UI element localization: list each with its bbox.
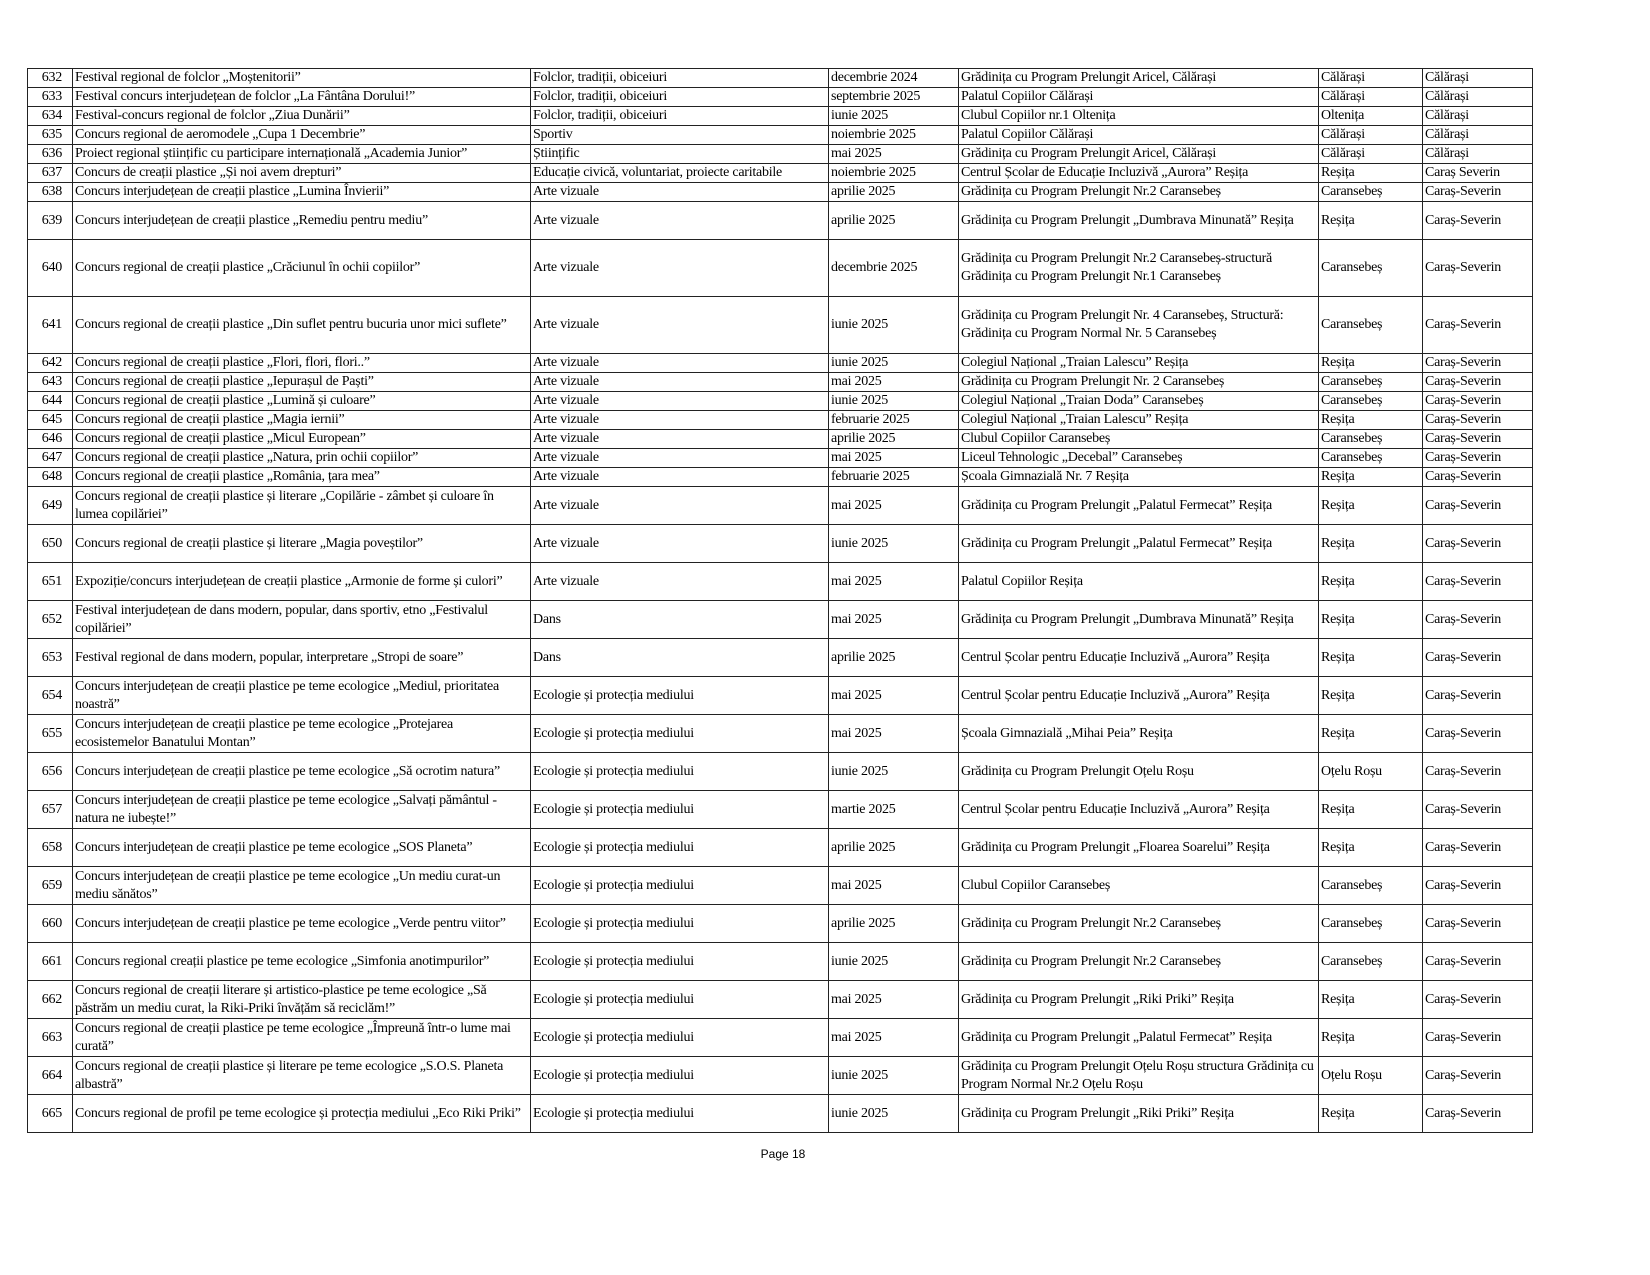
row-number-cell: 650 xyxy=(28,525,73,563)
activity-category-cell: Dans xyxy=(531,601,829,639)
activity-date-cell: iunie 2025 xyxy=(829,392,959,411)
table-row xyxy=(28,126,1533,145)
page-number: Page 18 xyxy=(760,1147,806,1161)
table-row xyxy=(28,468,1533,487)
table-row xyxy=(28,943,1533,981)
locality-cell: Reșița xyxy=(1319,791,1423,829)
row-number-cell: 634 xyxy=(28,107,73,126)
activity-category-cell: Ecologie și protecția mediului xyxy=(531,829,829,867)
county-cell: Caraș-Severin xyxy=(1423,411,1533,430)
organizing-institution-cell: Grădinița cu Program Prelungit „Riki Priki” Reșița xyxy=(959,981,1319,1019)
activity-date-cell: iunie 2025 xyxy=(829,943,959,981)
organizing-institution-cell: Grădinița cu Program Prelungit Nr.2 Caransebeș-structură Grădinița cu Program Prelungit Nr.1 Caransebeș xyxy=(959,240,1319,297)
row-number-cell: 632 xyxy=(28,69,73,88)
organizing-institution-cell: Grădinița cu Program Prelungit „Palatul Fermecat” Reșița xyxy=(959,1019,1319,1057)
table-body xyxy=(28,69,1533,1133)
county-cell: Caraș-Severin xyxy=(1423,981,1533,1019)
activity-category-cell: Arte vizuale xyxy=(531,449,829,468)
activity-title-cell: Concurs interjudețean de creații plastice „Remediu pentru mediu” xyxy=(73,202,531,240)
locality-cell: Reșița xyxy=(1319,354,1423,373)
organizing-institution-cell: Școala Gimnazială „Mihai Peia” Reșița xyxy=(959,715,1319,753)
county-cell: Caraș-Severin xyxy=(1423,639,1533,677)
activity-title-cell: Concurs regional de creații plastice „Natura, prin ochii copiilor” xyxy=(73,449,531,468)
table-row xyxy=(28,430,1533,449)
activity-category-cell: Arte vizuale xyxy=(531,354,829,373)
organizing-institution-cell: Clubul Copiilor Caransebeș xyxy=(959,430,1319,449)
activity-date-cell: mai 2025 xyxy=(829,1019,959,1057)
activity-date-cell: aprilie 2025 xyxy=(829,430,959,449)
locality-cell: Reșița xyxy=(1319,468,1423,487)
activity-title-cell: Concurs regional de creații plastice și literare pe teme ecologice „S.O.S. Planeta albastră” xyxy=(73,1057,531,1095)
table-row xyxy=(28,981,1533,1019)
organizing-institution-cell: Grădinița cu Program Prelungit Nr.2 Caransebeș xyxy=(959,183,1319,202)
locality-cell: Caransebeș xyxy=(1319,240,1423,297)
activity-date-cell: mai 2025 xyxy=(829,373,959,392)
activity-title-cell: Concurs interjudețean de creații plastice pe teme ecologice „Verde pentru viitor” xyxy=(73,905,531,943)
activity-date-cell: iunie 2025 xyxy=(829,354,959,373)
county-cell: Călărași xyxy=(1423,69,1533,88)
row-number-cell: 653 xyxy=(28,639,73,677)
county-cell: Caraș-Severin xyxy=(1423,1057,1533,1095)
locality-cell: Caransebeș xyxy=(1319,392,1423,411)
table-row xyxy=(28,601,1533,639)
activity-category-cell: Ecologie și protecția mediului xyxy=(531,1095,829,1133)
organizing-institution-cell: Centrul Școlar de Educație Incluzivă „Aurora” Reșița xyxy=(959,164,1319,183)
activity-date-cell: decembrie 2024 xyxy=(829,69,959,88)
activity-date-cell: decembrie 2025 xyxy=(829,240,959,297)
county-cell: Caraș-Severin xyxy=(1423,601,1533,639)
activity-category-cell: Ecologie și protecția mediului xyxy=(531,1019,829,1057)
county-cell: Caraș-Severin xyxy=(1423,753,1533,791)
activity-category-cell: Arte vizuale xyxy=(531,373,829,392)
activity-category-cell: Arte vizuale xyxy=(531,240,829,297)
activity-title-cell: Concurs interjudețean de creații plastice pe teme ecologice „Salvați pământul - natura ne iubește!” xyxy=(73,791,531,829)
activity-category-cell: Arte vizuale xyxy=(531,468,829,487)
activity-title-cell: Concurs regional de creații plastice „Din suflet pentru bucuria unor mici suflete” xyxy=(73,297,531,354)
locality-cell: Reșița xyxy=(1319,715,1423,753)
table-row xyxy=(28,525,1533,563)
table-row xyxy=(28,411,1533,430)
table-row xyxy=(28,1057,1533,1095)
locality-cell: Reșița xyxy=(1319,525,1423,563)
activity-date-cell: iunie 2025 xyxy=(829,753,959,791)
row-number-cell: 661 xyxy=(28,943,73,981)
row-number-cell: 641 xyxy=(28,297,73,354)
activity-title-cell: Concurs regional de aeromodele „Cupa 1 Decembrie” xyxy=(73,126,531,145)
activity-category-cell: Ecologie și protecția mediului xyxy=(531,791,829,829)
county-cell: Caraș-Severin xyxy=(1423,468,1533,487)
activity-category-cell: Folclor, tradiții, obiceiuri xyxy=(531,69,829,88)
organizing-institution-cell: Grădinița cu Program Prelungit Nr.2 Caransebeș xyxy=(959,905,1319,943)
table-row xyxy=(28,1019,1533,1057)
row-number-cell: 654 xyxy=(28,677,73,715)
activity-title-cell: Concurs regional de creații plastice „România, țara mea” xyxy=(73,468,531,487)
activity-title-cell: Festival concurs interjudețean de folclor „La Fântâna Dorului!” xyxy=(73,88,531,107)
activity-title-cell: Concurs interjudețean de creații plastice pe teme ecologice „Să ocrotim natura” xyxy=(73,753,531,791)
county-cell: Caraș-Severin xyxy=(1423,202,1533,240)
county-cell: Călărași xyxy=(1423,88,1533,107)
row-number-cell: 663 xyxy=(28,1019,73,1057)
activity-category-cell: Arte vizuale xyxy=(531,487,829,525)
activity-category-cell: Educație civică, voluntariat, proiecte caritabile xyxy=(531,164,829,183)
activity-title-cell: Concurs de creații plastice „Și noi avem drepturi” xyxy=(73,164,531,183)
organizing-institution-cell: Centrul Școlar pentru Educație Incluzivă „Aurora” Reșița xyxy=(959,791,1319,829)
organizing-institution-cell: Grădinița cu Program Prelungit „Riki Priki” Reșița xyxy=(959,1095,1319,1133)
table-row xyxy=(28,164,1533,183)
locality-cell: Reșița xyxy=(1319,601,1423,639)
activity-title-cell: Festival interjudețean de dans modern, popular, dans sportiv, etno „Festivalul copilăriei” xyxy=(73,601,531,639)
activity-title-cell: Concurs interjudețean de creații plastice pe teme ecologice „Un mediu curat-un mediu sănătos” xyxy=(73,867,531,905)
county-cell: Caraș-Severin xyxy=(1423,449,1533,468)
locality-cell: Reșița xyxy=(1319,202,1423,240)
locality-cell: Călărași xyxy=(1319,145,1423,164)
activity-category-cell: Arte vizuale xyxy=(531,392,829,411)
row-number-cell: 636 xyxy=(28,145,73,164)
locality-cell: Oțelu Roșu xyxy=(1319,753,1423,791)
organizing-institution-cell: Grădinița cu Program Prelungit „Palatul Fermecat” Reșița xyxy=(959,525,1319,563)
activity-date-cell: iunie 2025 xyxy=(829,107,959,126)
locality-cell: Oltenița xyxy=(1319,107,1423,126)
county-cell: Caraș-Severin xyxy=(1423,943,1533,981)
activity-date-cell: iunie 2025 xyxy=(829,297,959,354)
activity-category-cell: Ecologie și protecția mediului xyxy=(531,715,829,753)
county-cell: Caraș-Severin xyxy=(1423,791,1533,829)
table-row xyxy=(28,753,1533,791)
table-row xyxy=(28,354,1533,373)
activity-category-cell: Arte vizuale xyxy=(531,430,829,449)
locality-cell: Călărași xyxy=(1319,126,1423,145)
row-number-cell: 651 xyxy=(28,563,73,601)
activity-date-cell: februarie 2025 xyxy=(829,468,959,487)
row-number-cell: 646 xyxy=(28,430,73,449)
organizing-institution-cell: Palatul Copiilor Călărași xyxy=(959,88,1319,107)
activity-title-cell: Concurs regional de creații literare și artistico-plastice pe teme ecologice „Să păstrăm un mediu curat, la Riki-Priki învățăm să reciclăm!” xyxy=(73,981,531,1019)
table-row xyxy=(28,107,1533,126)
activity-category-cell: Ecologie și protecția mediului xyxy=(531,753,829,791)
activity-date-cell: iunie 2025 xyxy=(829,525,959,563)
activity-category-cell: Ecologie și protecția mediului xyxy=(531,981,829,1019)
locality-cell: Călărași xyxy=(1319,69,1423,88)
organizing-institution-cell: Colegiul Național „Traian Doda” Caransebeș xyxy=(959,392,1319,411)
activity-date-cell: aprilie 2025 xyxy=(829,905,959,943)
activity-title-cell: Festival-concurs regional de folclor „Ziua Dunării” xyxy=(73,107,531,126)
county-cell: Călărași xyxy=(1423,145,1533,164)
row-number-cell: 647 xyxy=(28,449,73,468)
activity-category-cell: Ecologie și protecția mediului xyxy=(531,943,829,981)
row-number-cell: 642 xyxy=(28,354,73,373)
locality-cell: Caransebeș xyxy=(1319,430,1423,449)
activity-title-cell: Festival regional de dans modern, popular, interpretare „Stropi de soare” xyxy=(73,639,531,677)
organizing-institution-cell: Colegiul Național „Traian Lalescu” Reșița xyxy=(959,354,1319,373)
county-cell: Caraș-Severin xyxy=(1423,905,1533,943)
row-number-cell: 640 xyxy=(28,240,73,297)
activity-date-cell: septembrie 2025 xyxy=(829,88,959,107)
organizing-institution-cell: Palatul Copiilor Reșița xyxy=(959,563,1319,601)
row-number-cell: 664 xyxy=(28,1057,73,1095)
activity-category-cell: Arte vizuale xyxy=(531,202,829,240)
county-cell: Caraș-Severin xyxy=(1423,677,1533,715)
county-cell: Caraș-Severin xyxy=(1423,392,1533,411)
locality-cell: Caransebeș xyxy=(1319,449,1423,468)
table-row xyxy=(28,392,1533,411)
activity-date-cell: mai 2025 xyxy=(829,601,959,639)
table-row xyxy=(28,791,1533,829)
activity-category-cell: Ecologie și protecția mediului xyxy=(531,1057,829,1095)
table-row xyxy=(28,373,1533,392)
table-row xyxy=(28,297,1533,354)
table-row xyxy=(28,202,1533,240)
locality-cell: Reșița xyxy=(1319,164,1423,183)
county-cell: Caraș-Severin xyxy=(1423,430,1533,449)
table-row xyxy=(28,639,1533,677)
activity-title-cell: Concurs regional de creații plastice și literare „Copilărie - zâmbet și culoare în lumea copilăriei” xyxy=(73,487,531,525)
activity-category-cell: Arte vizuale xyxy=(531,525,829,563)
row-number-cell: 662 xyxy=(28,981,73,1019)
activity-category-cell: Ecologie și protecția mediului xyxy=(531,905,829,943)
activity-category-cell: Arte vizuale xyxy=(531,297,829,354)
table-row xyxy=(28,183,1533,202)
organizing-institution-cell: Centrul Școlar pentru Educație Incluzivă „Aurora” Reșița xyxy=(959,639,1319,677)
table-row xyxy=(28,905,1533,943)
organizing-institution-cell: Grădinița cu Program Prelungit „Dumbrava Minunată” Reșița xyxy=(959,202,1319,240)
county-cell: Caraș Severin xyxy=(1423,164,1533,183)
activity-category-cell: Folclor, tradiții, obiceiuri xyxy=(531,88,829,107)
locality-cell: Reșița xyxy=(1319,829,1423,867)
county-cell: Caraș-Severin xyxy=(1423,525,1533,563)
locality-cell: Reșița xyxy=(1319,487,1423,525)
activity-date-cell: aprilie 2025 xyxy=(829,639,959,677)
locality-cell: Oțelu Roșu xyxy=(1319,1057,1423,1095)
activity-title-cell: Concurs regional de creații plastice „Magia iernii” xyxy=(73,411,531,430)
activity-date-cell: aprilie 2025 xyxy=(829,183,959,202)
activity-title-cell: Concurs regional de creații plastice „Flori, flori, flori..” xyxy=(73,354,531,373)
county-cell: Caraș-Severin xyxy=(1423,829,1533,867)
table-row xyxy=(28,563,1533,601)
activity-title-cell: Concurs interjudețean de creații plastice pe teme ecologice „Mediul, prioritatea noastră” xyxy=(73,677,531,715)
county-cell: Caraș-Severin xyxy=(1423,715,1533,753)
table-row xyxy=(28,677,1533,715)
activity-title-cell: Concurs regional de creații plastice „Micul European” xyxy=(73,430,531,449)
organizing-institution-cell: Centrul Școlar pentru Educație Incluzivă „Aurora” Reșița xyxy=(959,677,1319,715)
activity-title-cell: Concurs regional de creații plastice și literare „Magia poveștilor” xyxy=(73,525,531,563)
organizing-institution-cell: Grădinița cu Program Prelungit „Palatul Fermecat” Reșița xyxy=(959,487,1319,525)
organizing-institution-cell: Grădinița cu Program Prelungit Nr. 2 Caransebeș xyxy=(959,373,1319,392)
organizing-institution-cell: Grădinița cu Program Prelungit Nr. 4 Caransebeș, Structură: Grădinița cu Program Normal Nr. 5 Caransebeș xyxy=(959,297,1319,354)
activity-date-cell: mai 2025 xyxy=(829,563,959,601)
locality-cell: Reșița xyxy=(1319,411,1423,430)
activity-date-cell: iunie 2025 xyxy=(829,1095,959,1133)
row-number-cell: 656 xyxy=(28,753,73,791)
table-row xyxy=(28,240,1533,297)
row-number-cell: 649 xyxy=(28,487,73,525)
row-number-cell: 655 xyxy=(28,715,73,753)
county-cell: Caraș-Severin xyxy=(1423,297,1533,354)
organizing-institution-cell: Grădinița cu Program Prelungit Aricel, Călărași xyxy=(959,69,1319,88)
row-number-cell: 633 xyxy=(28,88,73,107)
activity-title-cell: Concurs regional de creații plastice „Crăciunul în ochii copiilor” xyxy=(73,240,531,297)
activity-title-cell: Concurs regional de creații plastice pe teme ecologice „Împreună într-o lume mai curată” xyxy=(73,1019,531,1057)
activity-date-cell: februarie 2025 xyxy=(829,411,959,430)
activity-title-cell: Concurs regional de creații plastice „Iepurașul de Paști” xyxy=(73,373,531,392)
locality-cell: Caransebeș xyxy=(1319,943,1423,981)
row-number-cell: 638 xyxy=(28,183,73,202)
county-cell: Caraș-Severin xyxy=(1423,867,1533,905)
organizing-institution-cell: Liceul Tehnologic „Decebal” Caransebeș xyxy=(959,449,1319,468)
county-cell: Caraș-Severin xyxy=(1423,563,1533,601)
activity-category-cell: Arte vizuale xyxy=(531,183,829,202)
activity-category-cell: Ecologie și protecția mediului xyxy=(531,677,829,715)
table-row xyxy=(28,88,1533,107)
activity-category-cell: Științific xyxy=(531,145,829,164)
county-cell: Caraș-Severin xyxy=(1423,373,1533,392)
activity-date-cell: noiembrie 2025 xyxy=(829,164,959,183)
activity-title-cell: Concurs interjudețean de creații plastice pe teme ecologice „Protejarea ecosistemelor Banatului Montan” xyxy=(73,715,531,753)
row-number-cell: 658 xyxy=(28,829,73,867)
activity-date-cell: aprilie 2025 xyxy=(829,829,959,867)
table-row xyxy=(28,715,1533,753)
activity-category-cell: Arte vizuale xyxy=(531,563,829,601)
locality-cell: Caransebeș xyxy=(1319,297,1423,354)
activity-title-cell: Proiect regional științific cu participare internațională „Academia Junior” xyxy=(73,145,531,164)
activity-title-cell: Concurs interjudețean de creații plastice pe teme ecologice „SOS Planeta” xyxy=(73,829,531,867)
locality-cell: Reșița xyxy=(1319,981,1423,1019)
row-number-cell: 659 xyxy=(28,867,73,905)
activity-category-cell: Ecologie și protecția mediului xyxy=(531,867,829,905)
row-number-cell: 645 xyxy=(28,411,73,430)
activity-category-cell: Sportiv xyxy=(531,126,829,145)
organizing-institution-cell: Palatul Copiilor Călărași xyxy=(959,126,1319,145)
locality-cell: Caransebeș xyxy=(1319,183,1423,202)
county-cell: Caraș-Severin xyxy=(1423,1019,1533,1057)
activity-title-cell: Expoziție/concurs interjudețean de creații plastice „Armonie de forme și culori” xyxy=(73,563,531,601)
row-number-cell: 660 xyxy=(28,905,73,943)
row-number-cell: 639 xyxy=(28,202,73,240)
activity-title-cell: Concurs interjudețean de creații plastice „Lumina Învierii” xyxy=(73,183,531,202)
activity-date-cell: mai 2025 xyxy=(829,145,959,164)
row-number-cell: 644 xyxy=(28,392,73,411)
locality-cell: Reșița xyxy=(1319,1019,1423,1057)
activity-date-cell: mai 2025 xyxy=(829,981,959,1019)
activity-category-cell: Dans xyxy=(531,639,829,677)
row-number-cell: 637 xyxy=(28,164,73,183)
table-row xyxy=(28,1095,1533,1133)
activity-date-cell: aprilie 2025 xyxy=(829,202,959,240)
organizing-institution-cell: Clubul Copiilor Caransebeș xyxy=(959,867,1319,905)
activity-title-cell: Concurs regional de creații plastice „Lumină și culoare” xyxy=(73,392,531,411)
activity-category-cell: Arte vizuale xyxy=(531,411,829,430)
county-cell: Caraș-Severin xyxy=(1423,487,1533,525)
row-number-cell: 657 xyxy=(28,791,73,829)
organizing-institution-cell: Grădinița cu Program Prelungit Oțelu Roșu structura Grădinița cu Program Normal Nr.2 Oțelu Roșu xyxy=(959,1057,1319,1095)
locality-cell: Caransebeș xyxy=(1319,373,1423,392)
county-cell: Caraș-Severin xyxy=(1423,1095,1533,1133)
activity-date-cell: mai 2025 xyxy=(829,867,959,905)
activity-date-cell: mai 2025 xyxy=(829,677,959,715)
activity-title-cell: Concurs regional creații plastice pe teme ecologice „Simfonia anotimpurilor” xyxy=(73,943,531,981)
county-cell: Călărași xyxy=(1423,107,1533,126)
county-cell: Caraș-Severin xyxy=(1423,240,1533,297)
locality-cell: Caransebeș xyxy=(1319,867,1423,905)
activities-table xyxy=(27,68,1533,1133)
row-number-cell: 665 xyxy=(28,1095,73,1133)
activity-title-cell: Concurs regional de profil pe teme ecologice și protecția mediului „Eco Riki Priki” xyxy=(73,1095,531,1133)
activity-category-cell: Folclor, tradiții, obiceiuri xyxy=(531,107,829,126)
table-row xyxy=(28,487,1533,525)
activity-title-cell: Festival regional de folclor „Moștenitorii” xyxy=(73,69,531,88)
row-number-cell: 643 xyxy=(28,373,73,392)
county-cell: Caraș-Severin xyxy=(1423,183,1533,202)
table-row xyxy=(28,145,1533,164)
locality-cell: Caransebeș xyxy=(1319,905,1423,943)
organizing-institution-cell: Grădinița cu Program Prelungit Oțelu Roșu xyxy=(959,753,1319,791)
activity-date-cell: mai 2025 xyxy=(829,715,959,753)
organizing-institution-cell: Grădinița cu Program Prelungit Nr.2 Caransebeș xyxy=(959,943,1319,981)
county-cell: Caraș-Severin xyxy=(1423,354,1533,373)
organizing-institution-cell: Grădinița cu Program Prelungit Aricel, Călărași xyxy=(959,145,1319,164)
locality-cell: Reșița xyxy=(1319,677,1423,715)
row-number-cell: 648 xyxy=(28,468,73,487)
organizing-institution-cell: Clubul Copiilor nr.1 Oltenița xyxy=(959,107,1319,126)
county-cell: Călărași xyxy=(1423,126,1533,145)
organizing-institution-cell: Colegiul Național „Traian Lalescu” Reșița xyxy=(959,411,1319,430)
activity-date-cell: iunie 2025 xyxy=(829,1057,959,1095)
organizing-institution-cell: Grădinița cu Program Prelungit „Floarea Soarelui” Reșița xyxy=(959,829,1319,867)
row-number-cell: 652 xyxy=(28,601,73,639)
activity-date-cell: martie 2025 xyxy=(829,791,959,829)
locality-cell: Reșița xyxy=(1319,1095,1423,1133)
row-number-cell: 635 xyxy=(28,126,73,145)
activity-date-cell: mai 2025 xyxy=(829,487,959,525)
organizing-institution-cell: Școala Gimnazială Nr. 7 Reșița xyxy=(959,468,1319,487)
table-row xyxy=(28,867,1533,905)
locality-cell: Reșița xyxy=(1319,639,1423,677)
locality-cell: Călărași xyxy=(1319,88,1423,107)
table-row xyxy=(28,449,1533,468)
activity-date-cell: noiembrie 2025 xyxy=(829,126,959,145)
table-row xyxy=(28,829,1533,867)
organizing-institution-cell: Grădinița cu Program Prelungit „Dumbrava Minunată” Reșița xyxy=(959,601,1319,639)
locality-cell: Reșița xyxy=(1319,563,1423,601)
activity-date-cell: mai 2025 xyxy=(829,449,959,468)
table-row xyxy=(28,69,1533,88)
